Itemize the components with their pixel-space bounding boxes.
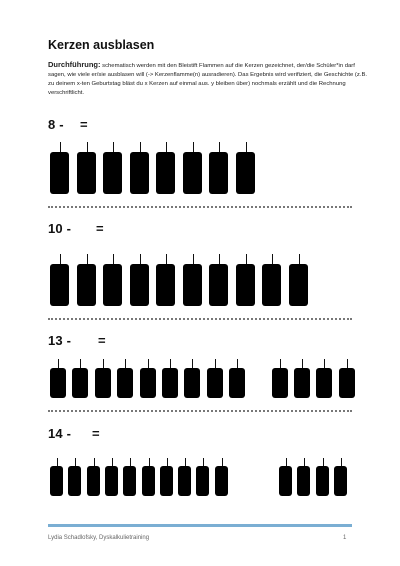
candle-wick [246, 254, 247, 264]
candle-body [103, 264, 122, 306]
candle-wick [246, 142, 247, 152]
task-equals-1: = [80, 117, 88, 132]
candle-body [229, 368, 245, 398]
candle-wick [149, 458, 150, 466]
candle-wick [215, 359, 216, 368]
candle-body [262, 264, 281, 306]
candle-body [294, 368, 310, 398]
candle-3-6 [162, 355, 178, 398]
candle-3-11 [294, 355, 310, 398]
candle-1-5 [156, 138, 175, 194]
candle-wick [80, 359, 81, 368]
candle-2-4 [130, 250, 149, 306]
candle-wick [125, 359, 126, 368]
candle-body [77, 152, 96, 194]
candle-body [50, 368, 66, 398]
candle-body [178, 466, 191, 496]
candle-wick [113, 254, 114, 264]
candle-body [95, 368, 111, 398]
candle-body [140, 368, 156, 398]
task-equals-2: = [96, 221, 104, 236]
task-label-3: 13 - [48, 333, 72, 348]
candle-4-9 [196, 455, 209, 496]
candle-3-3 [95, 355, 111, 398]
candle-wick [323, 458, 324, 466]
candle-wick [272, 254, 273, 264]
candle-3-1 [50, 355, 66, 398]
candle-3-5 [140, 355, 156, 398]
candle-3-10 [272, 355, 288, 398]
candle-body [50, 466, 63, 496]
candle-wick [60, 254, 61, 264]
candle-wick [58, 359, 59, 368]
candle-4-10 [215, 455, 228, 496]
footer-page-number: 1 [343, 535, 347, 541]
page-title: Kerzen ausblasen [48, 38, 155, 52]
candle-wick [87, 254, 88, 264]
description [48, 60, 368, 98]
candle-4-3 [87, 455, 100, 496]
candle-body [68, 466, 81, 496]
candle-4-2 [68, 455, 81, 496]
candle-body [105, 466, 118, 496]
candle-1-4 [130, 138, 149, 194]
candle-wick [112, 458, 113, 466]
candle-body [183, 152, 202, 194]
task-label-4: 14 - [48, 426, 72, 441]
candle-2-9 [262, 250, 281, 306]
candle-body [87, 466, 100, 496]
candle-3-4 [117, 355, 133, 398]
candle-wick [87, 142, 88, 152]
candle-body [162, 368, 178, 398]
candle-wick [203, 458, 204, 466]
candle-4-6 [142, 455, 155, 496]
candle-body [316, 466, 329, 496]
candle-4-11 [279, 455, 292, 496]
candle-body [123, 466, 136, 496]
candle-wick [94, 458, 95, 466]
candle-body [156, 152, 175, 194]
candle-body [156, 264, 175, 306]
candle-body [207, 368, 223, 398]
candle-wick [60, 142, 61, 152]
candle-1-7 [209, 138, 228, 194]
candle-4-14 [334, 455, 347, 496]
candle-wick [302, 359, 303, 368]
candle-body [72, 368, 88, 398]
candle-body [339, 368, 355, 398]
candle-wick [166, 142, 167, 152]
candle-body [50, 264, 69, 306]
divider-2 [48, 318, 352, 320]
candle-wick [75, 458, 76, 466]
candle-row-2 [48, 250, 358, 310]
footer-bar [48, 524, 352, 527]
candle-2-5 [156, 250, 175, 306]
candle-4-5 [123, 455, 136, 496]
candle-wick [170, 359, 171, 368]
candle-wick [304, 458, 305, 466]
candle-body [160, 466, 173, 496]
candle-wick [347, 359, 348, 368]
candle-body [279, 466, 292, 496]
candle-4-4 [105, 455, 118, 496]
candle-3-12 [316, 355, 332, 398]
candle-body [103, 152, 122, 194]
divider-1 [48, 206, 352, 208]
candle-body [183, 264, 202, 306]
candle-2-7 [209, 250, 228, 306]
candle-3-7 [184, 355, 200, 398]
candle-body [297, 466, 310, 496]
candle-4-1 [50, 455, 63, 496]
candle-4-13 [316, 455, 329, 496]
candle-body [316, 368, 332, 398]
candle-2-3 [103, 250, 122, 306]
candle-body [130, 264, 149, 306]
candle-2-6 [183, 250, 202, 306]
candle-body [272, 368, 288, 398]
candle-wick [113, 142, 114, 152]
candle-wick [341, 458, 342, 466]
candle-3-8 [207, 355, 223, 398]
candle-wick [193, 142, 194, 152]
candle-body [130, 152, 149, 194]
candle-wick [219, 142, 220, 152]
candle-2-8 [236, 250, 255, 306]
divider-3 [48, 410, 352, 412]
candle-row-3 [48, 355, 358, 415]
candle-wick [140, 142, 141, 152]
candle-body [184, 368, 200, 398]
candle-body [77, 264, 96, 306]
candle-body [289, 264, 308, 306]
candle-1-1 [50, 138, 69, 194]
candle-2-2 [77, 250, 96, 306]
candle-wick [103, 359, 104, 368]
candle-wick [299, 254, 300, 264]
candle-body [334, 466, 347, 496]
candle-body [236, 264, 255, 306]
candle-wick [167, 458, 168, 466]
candle-1-8 [236, 138, 255, 194]
candle-wick [280, 359, 281, 368]
candle-2-1 [50, 250, 69, 306]
candle-3-2 [72, 355, 88, 398]
footer-author: Lydia Schadlofsky, Dyskalkulietraining [48, 535, 150, 541]
candle-wick [324, 359, 325, 368]
task-equals-3: = [98, 333, 106, 348]
candle-row-1 [48, 138, 358, 198]
candle-3-9 [229, 355, 245, 398]
candle-row-4 [48, 455, 358, 515]
candle-4-12 [297, 455, 310, 496]
task-label-1: 8 - [48, 117, 64, 132]
candle-wick [237, 359, 238, 368]
candle-body [236, 152, 255, 194]
candle-wick [286, 458, 287, 466]
candle-2-10 [289, 250, 308, 306]
candle-wick [222, 458, 223, 466]
candle-1-6 [183, 138, 202, 194]
candle-wick [166, 254, 167, 264]
candle-body [50, 152, 69, 194]
candle-wick [148, 359, 149, 368]
candle-1-2 [77, 138, 96, 194]
description-text: schematisch werden mit den Bleistift Flammen auf die Kerzen gezeichnet, der/die Schüler*in darf sagen, wie viele er/sie ausblasen will (-> Kerzenflamme(n) ausradieren). Das Ergebnis wird verifiziert, die Geschichte (z.B. zu deinem x-ten Geburtstag bläst du x Kerzen auf einmal aus. y bleiben über) nochmals erzählt und die Rechnung verschriftlicht. [48, 63, 368, 96]
candle-body [117, 368, 133, 398]
task-equals-4: = [92, 426, 100, 441]
candle-4-7 [160, 455, 173, 496]
description-label: Durchführung: [48, 60, 101, 69]
candle-wick [57, 458, 58, 466]
candle-1-3 [103, 138, 122, 194]
candle-wick [193, 254, 194, 264]
candle-3-13 [339, 355, 355, 398]
candle-wick [192, 359, 193, 368]
candle-body [209, 152, 228, 194]
candle-body [215, 466, 228, 496]
candle-wick [140, 254, 141, 264]
task-label-2: 10 - [48, 221, 72, 236]
candle-body [209, 264, 228, 306]
candle-wick [130, 458, 131, 466]
candle-body [196, 466, 209, 496]
candle-4-8 [178, 455, 191, 496]
candle-wick [219, 254, 220, 264]
candle-wick [185, 458, 186, 466]
candle-body [142, 466, 155, 496]
